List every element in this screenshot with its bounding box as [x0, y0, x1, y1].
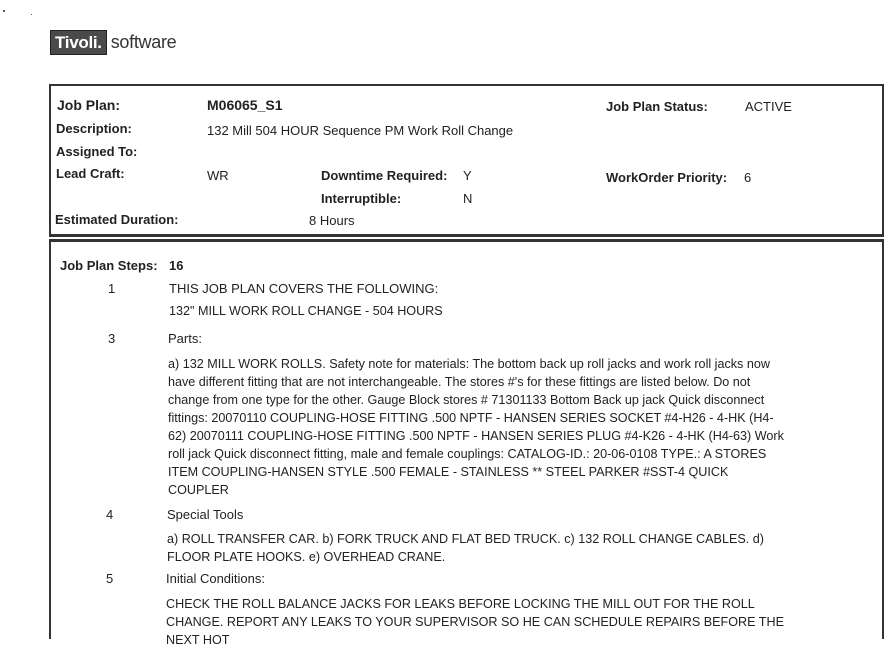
workorder-priority-label: WorkOrder Priority: [606, 170, 728, 185]
step-number: 1 [108, 281, 116, 296]
scan-speck [31, 14, 32, 15]
tivoli-software-logo [50, 30, 176, 55]
interruptible-value: N [463, 191, 473, 206]
lead-craft-label: Lead Craft: [56, 166, 125, 181]
workorder-priority-value: 6 [744, 170, 752, 185]
estimated-duration-value: 8 Hours [309, 213, 355, 228]
assigned-to-label: Assigned To: [56, 144, 138, 159]
step-line: COUPLER [168, 483, 229, 497]
step-line: change from one type for the other. Gauge Block stores # 71301133 Bottom Back up jack Quick disconnect [168, 393, 765, 407]
step-number: 4 [106, 507, 114, 522]
estimated-duration-label: Estimated Duration: [55, 212, 179, 227]
step-line: a) ROLL TRANSFER CAR. b) FORK TRUCK AND FLAT BED TRUCK. c) 132 ROLL CHANGE CABLES. d) [167, 532, 764, 546]
job-plan-value: M06065_S1 [207, 97, 283, 113]
step-number: 3 [108, 331, 116, 346]
step-details [168, 355, 816, 499]
step-title: Special Tools [167, 507, 244, 522]
step-details [169, 302, 817, 320]
step-line: 132" MILL WORK ROLL CHANGE - 504 HOURS [169, 304, 443, 318]
step-line: CHECK THE ROLL BALANCE JACKS FOR LEAKS BEFORE LOCKING THE MILL OUT FOR THE ROLL [166, 597, 755, 611]
step-number: 5 [106, 571, 114, 586]
job-plan-steps-count: 16 [169, 258, 184, 273]
downtime-required-label: Downtime Required: [321, 168, 448, 183]
job-plan-status-value: ACTIVE [745, 99, 792, 114]
step-line: CHANGE. REPORT ANY LEAKS TO YOUR SUPERVISOR SO HE CAN SCHEDULE REPAIRS BEFORE THE [166, 615, 784, 629]
step-title: Initial Conditions: [166, 571, 265, 586]
job-plan-steps-label: Job Plan Steps: [60, 258, 158, 273]
job-plan-status-label: Job Plan Status: [606, 99, 708, 114]
step-line: NEXT HOT [166, 633, 230, 647]
step-line: a) 132 MILL WORK ROLLS. Safety note for materials: The bottom back up roll jacks and work roll jacks now [168, 357, 770, 371]
step-line: have different fitting that are not interchangeable. The stores #'s for these fittings are listed below. Do not [168, 375, 751, 389]
lead-craft-value: WR [207, 168, 229, 183]
interruptible-label: Interruptible: [321, 191, 402, 206]
job-plan-label: Job Plan: [57, 97, 121, 113]
software-wordmark: software [110, 32, 177, 52]
step-details [167, 530, 815, 566]
step-line: 62) 20070111 COUPLING-HOSE FITTING .500 NPTF - HANSEN SERIES PLUG #4-K26 - 4-HK (H4-63) Work [168, 429, 784, 443]
job-plan-header [49, 84, 884, 237]
description-value: 132 Mill 504 HOUR Sequence PM Work Roll Change [207, 123, 514, 138]
step-details [166, 595, 814, 649]
step-title: Parts: [168, 331, 202, 346]
scan-speck [3, 10, 5, 12]
step-line: ITEM COUPLING-HANSEN STYLE .500 FEMALE - STAINLESS ** STEEL PARKER #SST-4 QUICK [168, 465, 729, 479]
step-line: FLOOR PLATE HOOKS. e) OVERHEAD CRANE. [167, 550, 446, 564]
description-label: Description: [56, 121, 132, 136]
step-title: THIS JOB PLAN COVERS THE FOLLOWING: [169, 281, 439, 296]
job-plan-steps-section [49, 239, 884, 647]
step-line: roll jack Quick disconnect fitting, male and female couplings: CATALOG-ID.: 20-06-0108 TYPE.: A STORES [168, 447, 767, 461]
downtime-required-value: Y [463, 168, 472, 183]
step-line: fittings: 20070110 COUPLING-HOSE FITTING .500 NPTF - HANSEN SERIES SOCKET #4-H26 - 4-HK (H4- [168, 411, 774, 425]
tivoli-logo-mark: Tivoli. [50, 30, 107, 55]
